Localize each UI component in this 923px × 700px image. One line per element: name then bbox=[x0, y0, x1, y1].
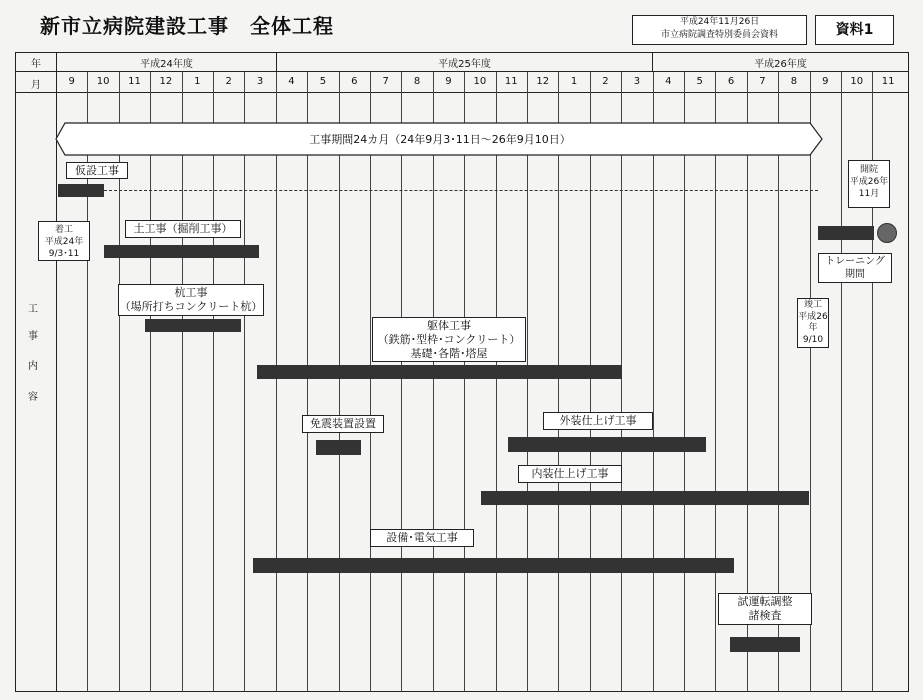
month-cell: 2 bbox=[602, 76, 609, 87]
pile-works-bar bbox=[145, 319, 241, 332]
start-note bbox=[38, 221, 90, 261]
month-cell: 11 bbox=[881, 76, 895, 87]
month-cell: 6 bbox=[727, 76, 735, 87]
month-cell: 3 bbox=[256, 76, 264, 87]
mep-works-bar bbox=[253, 558, 734, 573]
month-cell: 8 bbox=[790, 76, 798, 87]
start-note-title: 着工 bbox=[54, 225, 73, 235]
frame-works-title: 躯体工事 bbox=[427, 319, 471, 332]
page-title: 新市立病院建設工事 全体工程 bbox=[40, 14, 334, 38]
frame-works-bar bbox=[257, 365, 622, 379]
exterior-finishing-bar bbox=[508, 437, 706, 452]
construction-period-label: 工事期間24カ月（24年9月3･11日～26年9月10日） bbox=[309, 133, 571, 146]
frame-works-materials: （鉄筋･型枠･コンクリート） bbox=[377, 333, 521, 346]
frame-works-scope: 基礎･各階･塔屋 bbox=[410, 347, 488, 360]
document-date: 平成24年11月26日 bbox=[679, 17, 760, 27]
month-grid-line bbox=[653, 72, 654, 692]
completion-note-title: 竣工 bbox=[803, 300, 822, 310]
month-grid-line bbox=[433, 72, 434, 692]
month-cell: 1 bbox=[194, 76, 201, 87]
document-committee: 市立病院調査特別委員会資料 bbox=[660, 30, 778, 40]
month-cell: 7 bbox=[382, 76, 389, 87]
month-grid-line bbox=[339, 72, 340, 692]
opening-note-year: 平成26年 bbox=[849, 177, 889, 187]
month-header-label: 月 bbox=[31, 80, 41, 91]
test-run-inspection: 諸検査 bbox=[748, 609, 782, 622]
month-cell: 11 bbox=[504, 76, 518, 87]
month-cell: 5 bbox=[696, 76, 703, 87]
earthwork-label: 土工事（掘削工事） bbox=[125, 220, 241, 238]
fiscal-year-h25: 平成25年度 bbox=[438, 59, 491, 70]
test-run-title: 試運転調整 bbox=[737, 595, 793, 608]
work-content-label-3: 内 bbox=[28, 361, 38, 372]
frame-works-label bbox=[372, 317, 526, 362]
month-cell: 6 bbox=[351, 76, 358, 87]
month-grid-line bbox=[621, 72, 622, 692]
month-cell: 9 bbox=[445, 76, 452, 87]
exterior-finishing-label: 外装仕上げ工事 bbox=[543, 412, 653, 430]
completion-note bbox=[797, 298, 829, 348]
earthwork-bar bbox=[104, 245, 259, 258]
month-grid-line bbox=[150, 72, 151, 692]
pile-works-detail: （場所打ちコンクリート杭） bbox=[119, 300, 263, 313]
test-run-bar bbox=[730, 637, 800, 652]
month-cell: 11 bbox=[128, 76, 141, 87]
seismic-isolation-label: 免震装置設置 bbox=[302, 415, 384, 433]
temporary-works-dashed-line bbox=[104, 190, 818, 191]
temporary-works-label: 仮設工事 bbox=[66, 162, 128, 179]
work-content-label-4: 容 bbox=[28, 392, 38, 403]
start-note-date: 9/3･11 bbox=[48, 249, 80, 259]
month-cell: 4 bbox=[665, 76, 672, 87]
month-cell: 12 bbox=[536, 76, 550, 87]
start-note-year: 平成24年 bbox=[44, 237, 84, 247]
opening-note-month: 11月 bbox=[858, 189, 880, 199]
opening-note-title: 開院 bbox=[859, 165, 878, 175]
month-cell: 10 bbox=[96, 76, 110, 87]
seismic-isolation-bar bbox=[316, 440, 361, 455]
month-cell: 9 bbox=[822, 76, 829, 87]
month-grid-line bbox=[558, 72, 559, 692]
month-grid-line bbox=[307, 72, 308, 692]
month-cell: 9 bbox=[68, 76, 75, 87]
opening-note bbox=[848, 160, 890, 208]
month-grid-line bbox=[276, 72, 277, 692]
month-cell: 10 bbox=[850, 76, 864, 87]
document-number-badge: 資料1 bbox=[815, 15, 894, 45]
pile-works-title: 杭工事 bbox=[174, 286, 208, 299]
month-grid-line bbox=[464, 72, 465, 692]
fiscal-year-h24: 平成24年度 bbox=[140, 59, 193, 70]
month-cell: 7 bbox=[759, 76, 766, 87]
training-label bbox=[818, 253, 892, 283]
fiscal-year-h26: 平成26年度 bbox=[754, 59, 807, 70]
interior-finishing-label: 内装仕上げ工事 bbox=[518, 465, 622, 483]
mep-works-label: 設備･電気工事 bbox=[370, 529, 474, 547]
completion-note-year: 年 bbox=[808, 323, 818, 333]
month-grid-line bbox=[527, 72, 528, 692]
training-period: 期間 bbox=[845, 269, 865, 280]
month-cell: 10 bbox=[473, 76, 487, 87]
month-cell: 3 bbox=[633, 76, 641, 87]
month-cell: 8 bbox=[413, 76, 421, 87]
month-grid-line bbox=[496, 72, 497, 692]
month-cell: 4 bbox=[288, 76, 295, 87]
month-grid-line bbox=[590, 72, 591, 692]
month-grid-line bbox=[401, 72, 402, 692]
month-grid-line bbox=[370, 72, 371, 692]
year-header-label: 年 bbox=[31, 59, 41, 70]
opening-milestone-circle bbox=[877, 223, 897, 243]
training-title: トレーニング bbox=[825, 256, 885, 267]
pile-works-label bbox=[118, 284, 264, 316]
interior-finishing-bar bbox=[481, 491, 809, 505]
month-cell: 1 bbox=[570, 76, 578, 87]
month-grid-line bbox=[841, 72, 842, 692]
month-grid-line bbox=[213, 72, 214, 692]
month-cell: 2 bbox=[225, 76, 232, 87]
month-grid-line bbox=[715, 72, 716, 692]
month-cell: 5 bbox=[319, 76, 327, 87]
month-grid-line bbox=[244, 72, 245, 692]
month-grid-line bbox=[684, 72, 685, 692]
document-info bbox=[632, 15, 807, 45]
training-bar bbox=[818, 226, 874, 240]
month-grid-line bbox=[182, 72, 183, 692]
work-content-label-1: 工 bbox=[28, 304, 38, 315]
completion-note-date: 9/10 bbox=[802, 334, 824, 345]
work-content-label-2: 事 bbox=[28, 331, 38, 342]
temporary-works-bar bbox=[58, 184, 104, 197]
test-run-label bbox=[718, 593, 812, 625]
month-cell: 12 bbox=[159, 76, 173, 87]
completion-note-era: 平成26 bbox=[798, 311, 828, 322]
